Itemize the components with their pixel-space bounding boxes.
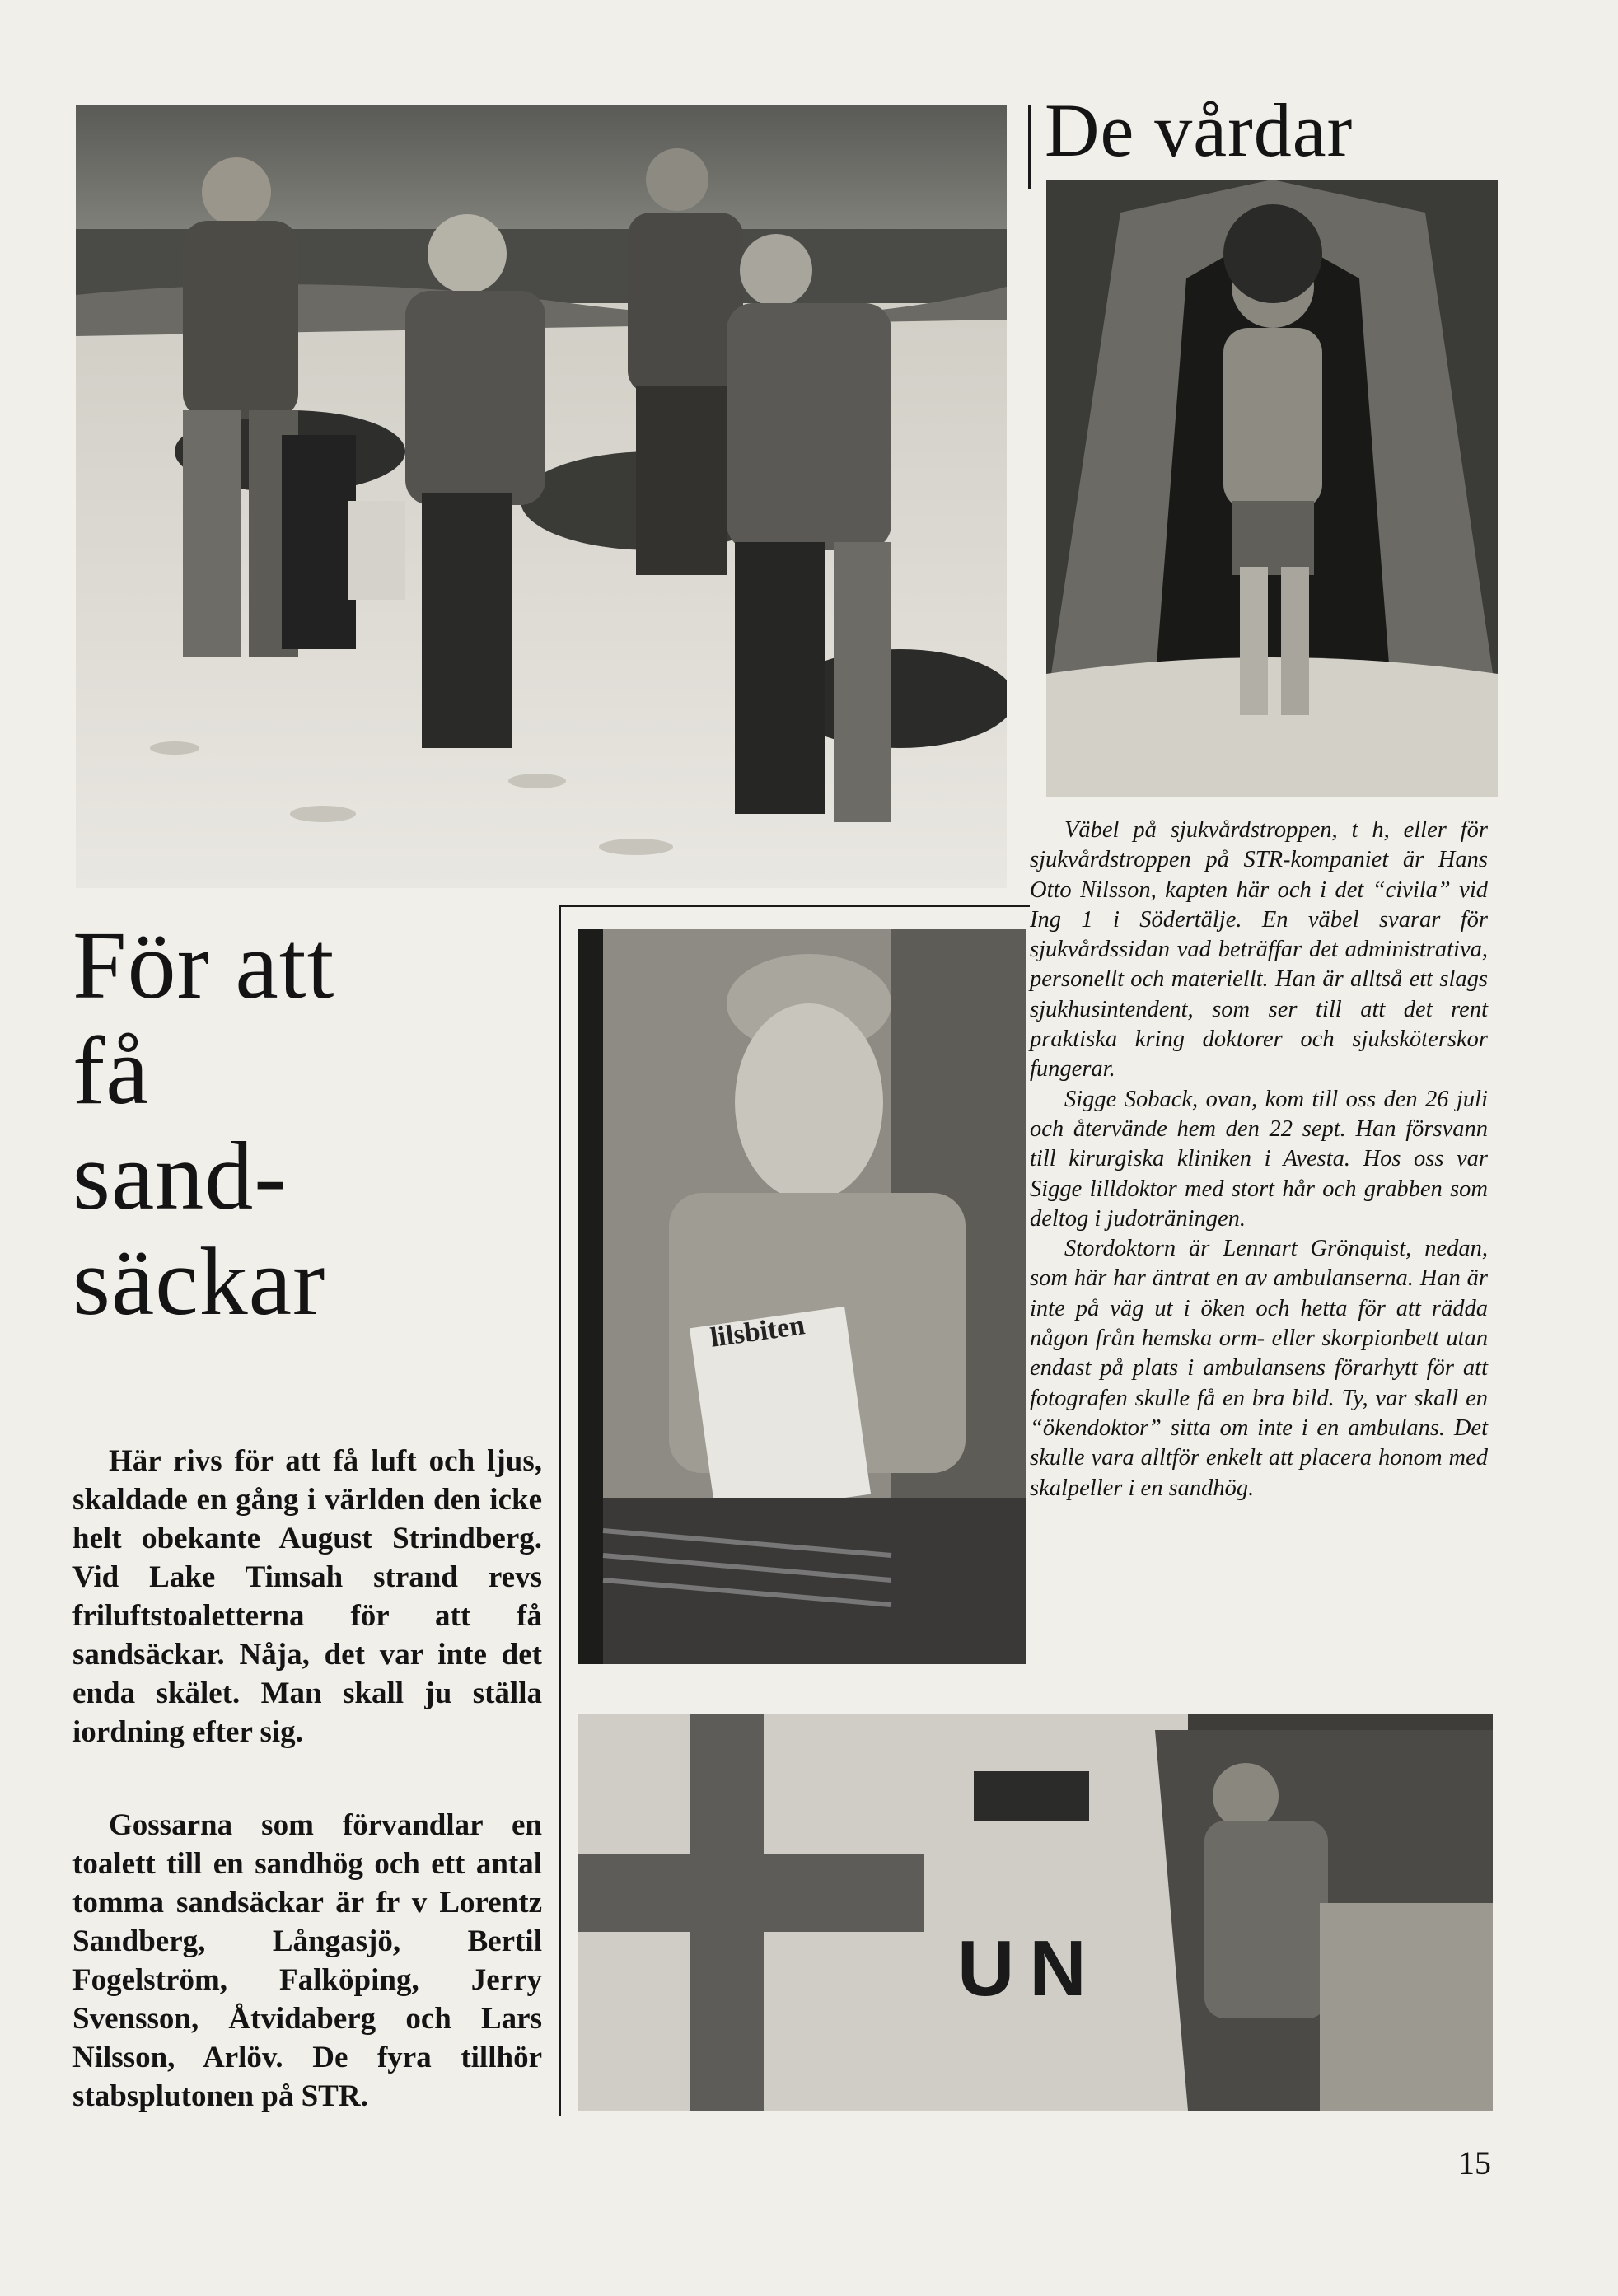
headline-left: [72, 913, 334, 1335]
headline-line: sand-: [72, 1122, 288, 1230]
headline-line: säckar: [72, 1227, 326, 1335]
body-paragraph: Gossarna som förvandlar en toalett till en sandhög och ett antal tomma sandsäckar är fr v Lorentz Sandberg, Långasjö, Bertil Fogelström, Falköping, Jerry Svensson, Åtvidaberg och Lars Nilsson, Arlöv. De fyra tillhör stabsplutonen på STR.: [72, 1808, 542, 2113]
sandbag-soldiers-photo: [76, 105, 1007, 888]
body-paragraph: Här rivs för att få luft och ljus, skaldade en gång i världen den icke helt obekante August Strindberg. Vid Lake Timsah strand revs friluftstoaletterna för att få sandsäckar. Nåja, det var inte det enda skälet. Man skall ju ställa iordning efter sig.: [72, 1444, 542, 1749]
photo-caption: [1030, 816, 1488, 1503]
officer-reading-photo: [578, 929, 1026, 1664]
horizontal-rule: [560, 905, 1030, 907]
ambulance-photo: [578, 1714, 1493, 2111]
column-rule-mid: [559, 905, 561, 2116]
un-marking: UN: [957, 1924, 1101, 2013]
column-rule-top: [1028, 105, 1031, 189]
page-number: 15: [1458, 2144, 1491, 2181]
tent-medic-photo: [1046, 180, 1498, 797]
headline-line: För att: [72, 911, 335, 1019]
caption-paragraph: Sigge Soback, ovan, kom till oss den 26 juli och återvände hem den 22 sept. Han försvann till kirurgiska kliniken i Avesta. Hos oss var Sigge lilldoktor med stort hår och grabben som deltog i judoträningen.: [1030, 1086, 1488, 1232]
magazine-cover-title: lilsbiten: [708, 1310, 807, 1354]
caption-paragraph: Väbel på sjukvårdstroppen, t h, eller för sjukvårdstroppen på STR-kompaniet är Hans Otto Nilsson, kapten här och i det “civila” vid Ing 1 i Södertälje. En väbel svarar för sjukvårdssidan vad beträffar det administrativa, personellt och materiellt. Han är alltså ett slags sjukhusintendent, som ser till att det rent praktiska kring doktorer och sjuksköterskor fungerar.: [1030, 817, 1488, 1083]
headline-right: De vårdar: [1045, 88, 1354, 172]
caption-paragraph: Stordoktorn är Lennart Grönquist, nedan, som här har äntrat en av ambulanserna. Han är inte på väg ut i öken och hetta för att rädda någon från hemska orm- eller skorpionbett utan endast på plats i ambulansens förarhytt för att fotografen skulle få en bra bild. Ty, var skall en “ökendoktor” sitta om inte i en ambulans. Det skulle vara alltför enkelt att placera honom med skalpeller i en sandhög.: [1030, 1236, 1488, 1501]
headline-line: få: [72, 1017, 150, 1125]
